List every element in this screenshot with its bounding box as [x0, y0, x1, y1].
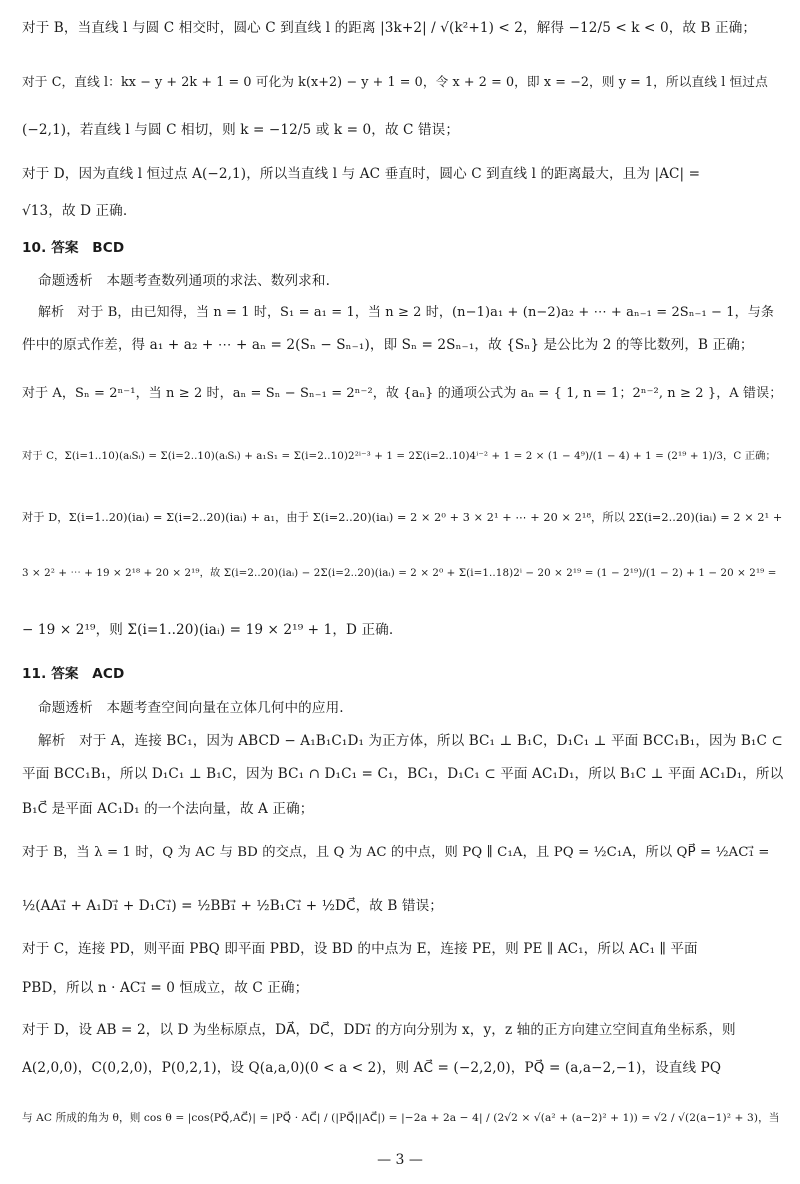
- text-line: B₁C⃗ 是平面 AC₁D₁ 的一个法向量，故 A 正确；: [22, 801, 314, 817]
- text-line: 解析 对于 B，由已知得，当 n = 1 时，S₁ = a₁ = 1，当 n ≥ 2 时，(n−1)a₁ + (n−2)a₂ + ⋯ + aₙ₋₁ = 2Sₙ₋₁ − 1，与条: [38, 305, 774, 320]
- text-line: 平面 BCC₁B₁，所以 D₁C₁ ⊥ B₁C，因为 BC₁ ∩ D₁C₁ = C₁，BC₁，D₁C₁ ⊂ 平面 AC₁D₁，所以 B₁C ⊥ 平面 AC₁D₁，所以: [22, 766, 784, 782]
- text-line: 命题透析 本题考查数列通项的求法、数列求和.: [38, 273, 330, 289]
- text-line: 10. 答案 BCD: [22, 240, 125, 256]
- text-line: 对于 A，Sₙ = 2ⁿ⁻¹，当 n ≥ 2 时，aₙ = Sₙ − Sₙ₋₁ = 2ⁿ⁻²，故 {aₙ} 的通项公式为 aₙ = { 1, n = 1；2ⁿ⁻², n ≥ 2 }，A 错误；: [22, 386, 783, 401]
- text-line: 件中的原式作差，得 a₁ + a₂ + ⋯ + aₙ = 2(Sₙ − Sₙ₋₁)，即 Sₙ = 2Sₙ₋₁，故 {Sₙ} 是公比为 2 的等比数列，B 正确；: [22, 337, 754, 353]
- text-line: 对于 C，连接 PD，则平面 PBQ 即平面 PBD，设 BD 的中点为 E，连接 PE，则 PE ∥ AC₁，所以 AC₁ ∥ 平面: [22, 941, 698, 957]
- text-line: 与 AC 所成的角为 θ，则 cos θ = |cos⟨PQ⃗,AC⃗⟩| = |PQ⃗ · AC⃗| / (|PQ⃗||AC⃗|) = |−2a + 2a − 4| / (2√2 × √(a² + (a−2)² + 1)) = √2 / √(2(a−1)² + 3)，当: [22, 1112, 780, 1124]
- text-line: 对于 D，因为直线 l 恒过点 A(−2,1)，所以当直线 l 与 AC 垂直时，圆心 C 到直线 l 的距离最大，且为 |AC| =: [22, 166, 701, 182]
- text-line: ½(AA₁⃗ + A₁D₁⃗ + D₁C₁⃗) = ½BB₁⃗ + ½B₁C₁⃗ + ½DC⃗，故 B 错误；: [22, 898, 443, 914]
- text-line: 命题透析 本题考查空间向量在立体几何中的应用.: [38, 700, 344, 716]
- text-line: 对于 D，Σ(i=1..20)(iaᵢ) = Σ(i=2..20)(iaᵢ) + a₁，由于 Σ(i=2..20)(iaᵢ) = 2 × 2⁰ + 3 × 2¹ + ⋯ + 20 × 2¹⁸，所以 2Σ(i=2..20)(iaᵢ) = 2 × 2¹ +: [22, 511, 783, 524]
- text-line: − 19 × 2¹⁹，则 Σ(i=1..20)(iaᵢ) = 19 × 2¹⁹ + 1，D 正确.: [22, 622, 394, 638]
- text-line: 对于 B，当 λ = 1 时，Q 为 AC 与 BD 的交点，且 Q 为 AC 的中点，则 PQ ∥ C₁A，且 PQ = ½C₁A，所以 QP⃗ = ½AC₁⃗ =: [22, 845, 770, 860]
- text-line: (−2,1)，若直线 l 与圆 C 相切，则 k = −12/5 或 k = 0，故 C 错误；: [22, 122, 460, 138]
- text-line: 11. 答案 ACD: [22, 666, 125, 682]
- text-line: 解析 对于 A，连接 BC₁，因为 ABCD − A₁B₁C₁D₁ 为正方体，所以 BC₁ ⊥ B₁C，D₁C₁ ⊥ 平面 BCC₁B₁，因为 B₁C ⊂: [38, 733, 783, 749]
- text-line: √13，故 D 正确.: [22, 203, 128, 219]
- text-line: 对于 C，Σ(i=1..10)(aᵢSᵢ) = Σ(i=2..10)(aᵢSᵢ) + a₁S₁ = Σ(i=2..10)2²ⁱ⁻³ + 1 = 2Σ(i=2..10)4ⁱ⁻² + 1 = 2 × (1 − 4⁹)/(1 − 4) + 1 = (2¹⁹ + 1)/3，C 正确；: [22, 450, 776, 462]
- text-line: PBD，所以 n · AC₁⃗ = 0 恒成立，故 C 正确；: [22, 980, 309, 996]
- text-line: 对于 B，当直线 l 与圆 C 相交时，圆心 C 到直线 l 的距离 |3k+2| / √(k²+1) < 2，解得 −12/5 < k < 0，故 B 正确；: [22, 20, 757, 36]
- text-line: 对于 C，直线 l：kx − y + 2k + 1 = 0 可化为 k(x+2) − y + 1 = 0，令 x + 2 = 0，即 x = −2，则 y = 1，所以直线 l 恒过点: [22, 74, 768, 89]
- text-line: A(2,0,0)，C(0,2,0)，P(0,2,1)，设 Q(a,a,0)(0 < a < 2)，则 AC⃗ = (−2,2,0)，PQ⃗ = (a,a−2,−1)，设直线 PQ: [22, 1060, 722, 1076]
- text-line: 3 × 2² + ⋯ + 19 × 2¹⁸ + 20 × 2¹⁹，故 Σ(i=2..20)(iaᵢ) − 2Σ(i=2..20)(iaᵢ) = 2 × 2⁰ + Σ(i=1..18)2ⁱ − 20 × 2¹⁹ = (1 − 2¹⁹)/(1 − 2) + 1 − 20 × 2¹⁹ =: [22, 567, 777, 579]
- page-number: — 3 —: [377, 1152, 423, 1168]
- text-line: 对于 D，设 AB = 2，以 D 为坐标原点，DA⃗，DC⃗，DD₁⃗ 的方向分别为 x，y，z 轴的正方向建立空间直角坐标系，则: [22, 1022, 736, 1038]
